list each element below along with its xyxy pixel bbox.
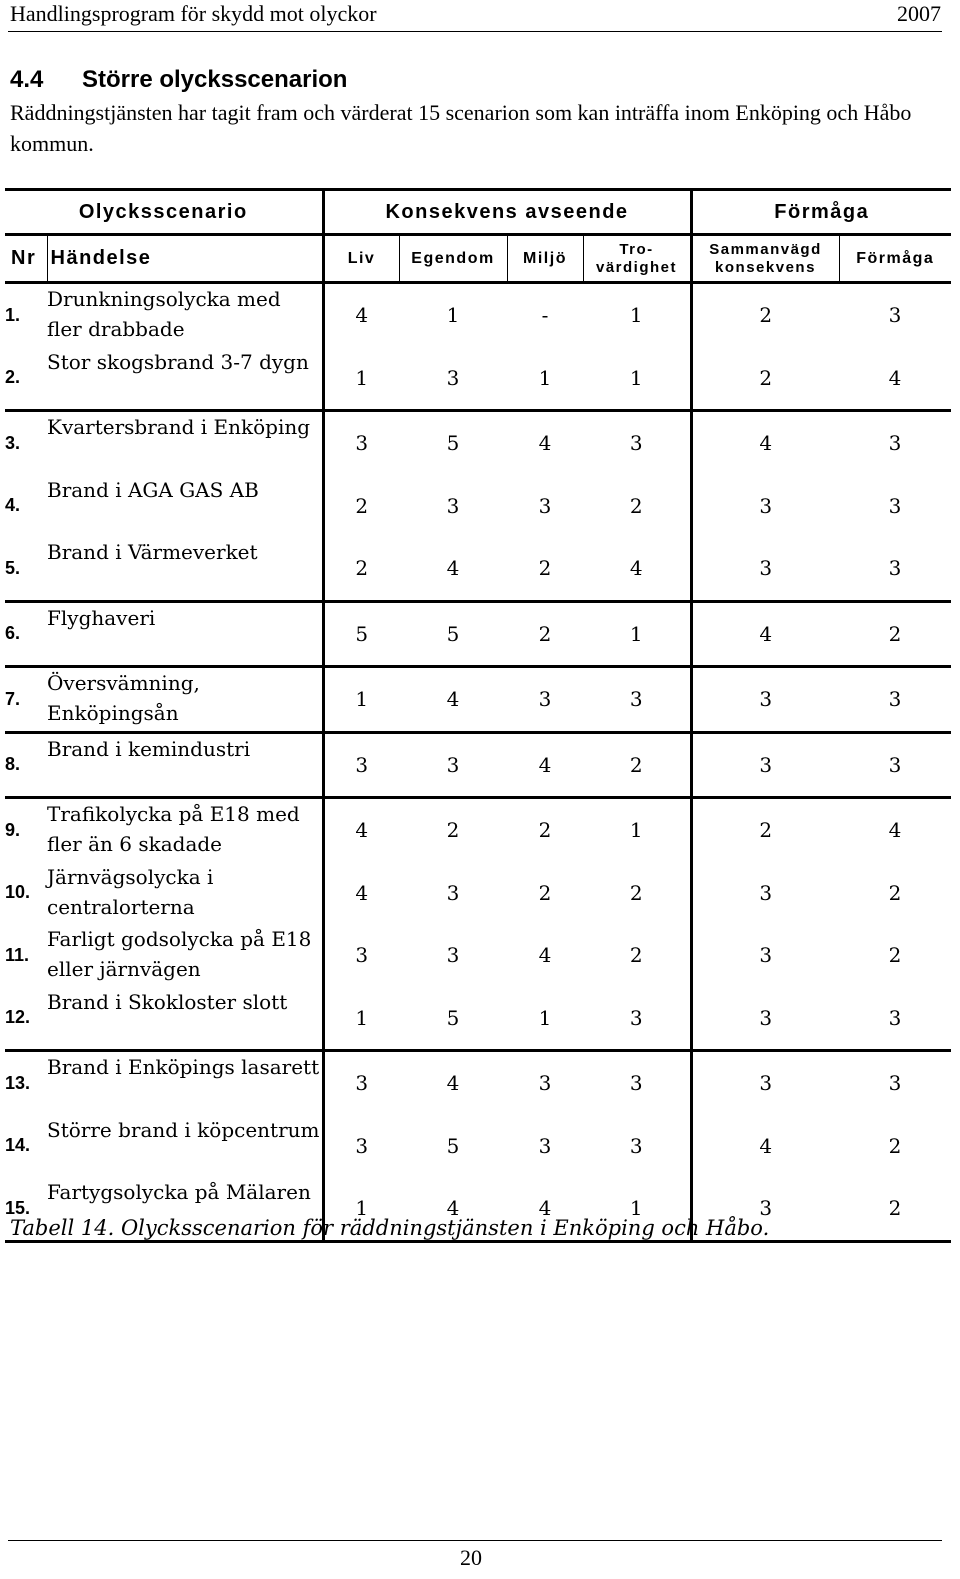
combined-value: 3	[691, 667, 839, 733]
col-header-life: Liv	[323, 235, 399, 283]
row-number: 13.	[5, 1051, 47, 1115]
combined-value: 4	[691, 411, 839, 475]
life-value: 1	[323, 667, 399, 733]
property-value: 5	[446, 1133, 460, 1158]
life-value: 2	[323, 537, 399, 601]
credibility-value: 1	[629, 303, 643, 328]
row-number: 10.	[5, 882, 31, 903]
running-header-year: 2007	[897, 1, 941, 26]
col-header-credibility: Tro- värdighet	[583, 235, 691, 283]
combined-value: 3	[691, 732, 839, 798]
col-header-combined: Sammanvägd konsekvens	[691, 235, 839, 283]
environment-value: 4	[507, 1177, 583, 1241]
capability-value: 2	[839, 1177, 951, 1241]
col-header-nr: Nr	[5, 235, 47, 283]
section-intro: Räddningstjänsten har tagit fram och värderat 15 scenarion som kan inträffa inom Enköping och Håbo kommun.	[10, 100, 912, 156]
table-row	[5, 862, 951, 925]
page-number: 20	[460, 1545, 482, 1570]
property-value: 3	[446, 880, 460, 905]
capability-value: 3	[888, 556, 902, 581]
property-value: 4	[446, 556, 460, 581]
combined-value: 3	[691, 987, 839, 1051]
table-row	[5, 537, 951, 601]
environment-value: 1	[538, 1005, 552, 1030]
credibility-value: 2	[583, 732, 691, 798]
row-event: Brand i kemindustri	[47, 732, 323, 798]
property-value: 5	[399, 411, 507, 475]
environment-value: 1	[538, 365, 552, 390]
capability-value: 2	[839, 601, 951, 667]
section-title: Större olycksscenarion	[82, 66, 348, 93]
combined-value: 2	[691, 347, 839, 411]
capability-value: 3	[839, 411, 951, 475]
row-event: Flyghaveri	[47, 601, 323, 667]
credibility-value: 1	[583, 1177, 691, 1241]
row-number: 6.	[5, 601, 47, 667]
row-number: 15.	[5, 1177, 47, 1241]
capability-value: 3	[888, 493, 902, 518]
footer-rule	[8, 1540, 942, 1541]
property-value: 3	[446, 493, 460, 518]
property-value: 4	[399, 667, 507, 733]
life-value: 2	[323, 475, 399, 538]
combined-value: 4	[691, 601, 839, 667]
capability-value: 3	[839, 732, 951, 798]
credibility-value: 4	[629, 556, 643, 581]
row-number: 8.	[5, 732, 47, 798]
col-header-environment: Miljö	[507, 235, 583, 283]
credibility-value: 2	[629, 943, 643, 968]
combined-value: 2	[691, 798, 839, 862]
row-event: Större brand i köpcentrum	[47, 1117, 320, 1142]
capability-value: 3	[839, 667, 951, 733]
combined-value: 3	[691, 475, 839, 538]
group-header-scenario: Olycksscenario	[78, 200, 248, 223]
combined-value: 2	[691, 283, 839, 347]
environment-value: -	[541, 303, 549, 328]
combined-value: 4	[691, 1115, 839, 1178]
row-event: Drunkningsolycka med fler drabbade	[47, 287, 281, 341]
row-event: Brand i Enköpings lasarett	[47, 1051, 323, 1115]
combined-value: 3	[691, 537, 839, 601]
row-event: Farligt godsolycka på E18 eller järnvägen	[47, 927, 312, 981]
property-value: 5	[399, 601, 507, 667]
col-header-capability: Förmåga	[839, 235, 951, 283]
environment-value: 4	[507, 411, 583, 475]
row-number: 7.	[5, 667, 47, 733]
credibility-value: 1	[629, 365, 643, 390]
combined-value: 3	[691, 924, 839, 987]
table-caption: Tabell 14. Olycksscenarion för räddningstjänsten i Enköping och Håbo.	[10, 1216, 770, 1240]
environment-value: 3	[507, 1051, 583, 1115]
property-value: 3	[399, 732, 507, 798]
environment-value: 2	[507, 798, 583, 862]
property-value: 3	[446, 365, 460, 390]
row-event: Trafikolycka på E18 med fler än 6 skadade	[47, 798, 323, 862]
table-row	[5, 798, 951, 862]
table-row	[5, 987, 951, 1051]
life-value: 3	[323, 1051, 399, 1115]
environment-value: 2	[538, 556, 552, 581]
row-event: Järnvägsolycka i centralorterna	[47, 864, 214, 919]
table-row	[5, 475, 951, 538]
credibility-value: 3	[629, 1133, 643, 1158]
capability-value: 2	[888, 943, 902, 968]
row-event: Kvartersbrand i Enköping	[47, 411, 323, 475]
life-value: 3	[323, 924, 399, 987]
credibility-value: 1	[583, 601, 691, 667]
property-value: 4	[399, 1051, 507, 1115]
credibility-value: 3	[583, 667, 691, 733]
row-number: 5.	[5, 557, 21, 578]
row-number: 11.	[5, 944, 30, 965]
capability-value: 2	[888, 1133, 902, 1158]
environment-value: 3	[538, 493, 552, 518]
life-value: 3	[323, 1115, 399, 1178]
capability-value: 4	[839, 798, 951, 862]
life-value: 3	[323, 411, 399, 475]
scenario-table	[5, 188, 951, 1243]
row-event: Översvämning, Enköpingsån	[47, 667, 323, 733]
combined-value: 3	[691, 862, 839, 925]
property-value: 3	[446, 943, 460, 968]
credibility-value: 3	[583, 411, 691, 475]
section-number: 4.4	[10, 66, 44, 93]
row-event: Brand i AGA GAS AB	[47, 477, 259, 502]
table-row	[5, 1115, 951, 1178]
row-event: Fartygsolycka på Mälaren	[47, 1177, 323, 1241]
capability-value: 3	[888, 303, 902, 328]
table-row	[5, 601, 951, 667]
header-rule	[8, 31, 942, 32]
table-row	[5, 411, 951, 475]
life-value: 4	[323, 862, 399, 925]
environment-value: 3	[507, 667, 583, 733]
table-row	[5, 732, 951, 798]
row-event: Brand i Värmeverket	[47, 540, 258, 564]
credibility-value: 3	[629, 1005, 643, 1030]
environment-value: 4	[507, 732, 583, 798]
col-header-property: Egendom	[399, 235, 507, 283]
environment-value: 3	[538, 1133, 552, 1158]
capability-value: 3	[888, 1005, 902, 1030]
row-number: 1.	[5, 304, 21, 325]
row-number: 14.	[5, 1135, 31, 1156]
row-number: 12.	[5, 1007, 31, 1028]
life-value: 5	[323, 601, 399, 667]
life-value: 1	[323, 1177, 399, 1241]
environment-value: 2	[538, 880, 552, 905]
running-header-title: Handlingsprogram för skydd mot olyckor	[10, 1, 377, 26]
life-value: 4	[323, 798, 399, 862]
capability-value: 2	[888, 880, 902, 905]
row-event: Stor skogsbrand 3-7 dygn	[47, 349, 309, 374]
table-row	[5, 347, 951, 411]
row-number: 4.	[5, 495, 21, 516]
life-value: 4	[323, 283, 399, 347]
environment-value: 4	[538, 943, 552, 968]
property-value: 5	[446, 1005, 460, 1030]
group-header-capability: Förmåga	[691, 190, 951, 235]
life-value: 1	[323, 347, 399, 411]
capability-value: 3	[839, 1051, 951, 1115]
table-row	[5, 667, 951, 733]
col-header-event: Händelse	[47, 235, 323, 283]
life-value: 1	[323, 987, 399, 1051]
property-value: 2	[399, 798, 507, 862]
property-value: 1	[446, 303, 460, 328]
combined-value: 3	[691, 1051, 839, 1115]
table-row	[5, 283, 951, 347]
credibility-value: 2	[629, 493, 643, 518]
capability-value: 4	[888, 365, 902, 390]
row-number: 3.	[5, 411, 47, 475]
row-event: Brand i Skokloster slott	[47, 989, 288, 1014]
table-row	[5, 1051, 951, 1115]
table-row	[5, 924, 951, 987]
life-value: 3	[323, 732, 399, 798]
credibility-value: 2	[629, 880, 643, 905]
row-number: 9.	[5, 798, 47, 862]
credibility-value: 3	[583, 1051, 691, 1115]
credibility-value: 1	[583, 798, 691, 862]
combined-value: 3	[691, 1177, 839, 1241]
environment-value: 2	[507, 601, 583, 667]
property-value: 4	[399, 1177, 507, 1241]
group-header-consequence: Konsekvens avseende	[323, 190, 691, 235]
section-heading	[10, 66, 347, 94]
row-number: 2.	[5, 367, 21, 388]
